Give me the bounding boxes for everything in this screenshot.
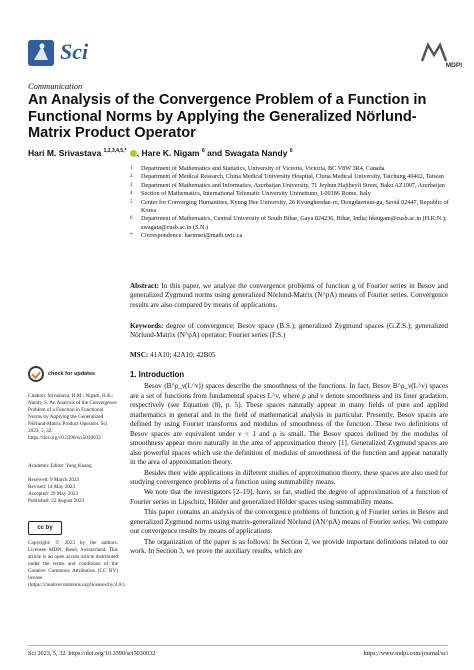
affiliation-item [130, 190, 450, 198]
keywords-label: Keywords: [130, 322, 164, 330]
affiliation-mark: 6 [130, 216, 133, 222]
author-name[interactable]: Swagata Nandy [224, 148, 288, 158]
accepted-date: Accepted: 29 May 2023 [28, 491, 78, 497]
article-type: Communication [28, 81, 83, 91]
received-date: Received: 9 March 2023 [28, 477, 80, 483]
author-name[interactable]: Hari M. Srivastava [28, 148, 102, 158]
affiliation-item [130, 232, 450, 240]
paragraph: Besov (B^ρ_ν(L^ν)) spaces describe the smoothness of the functions. In fact, Besov B^ρ_ν(L^ν) spaces are a set of functions from fundamental spaces L^ν, where ρ and ν denote smoothness and its finer gradation, respectively (see Equation (8), p. 5). These spaces naturally appear in many fields of pure and applied mathematics in general and in the field of mathematical analysis in particular. Presently, Besov spaces are defined by using Fourier transforms and modulus of smoothness of the function. These two definitions of Besov spaces are equivalent under ν < 1 and ρ is small. The Besov spaces defined by the modulus of smoothness appear more naturally in the area of approximation theory [1]. Generalized Zygmund spaces are also powerful spaces which use the definition of modulus of smoothness of the function and appear naturally in the area of approximation theory. [130, 382, 448, 467]
affiliation-item [130, 199, 450, 216]
paragraph: The organization of the paper is as follows: In Section 2, we provide important definitions related to our work. In Section 3, we prove the auxiliary results, which are [130, 537, 448, 556]
revised-date: Revised: 14 May 2023 [28, 484, 76, 490]
orcid-icon[interactable] [130, 150, 137, 157]
affiliation-text: Department of Mathematics and Informatics, Azerbaijan University, 71 Jeyhun Hajibeyli Street, Baku AZ1007, Azerbaijan [141, 181, 445, 189]
abstract-label: Abstract: [130, 282, 159, 290]
section-heading: 1. Introduction [130, 370, 185, 379]
footer-divider [28, 645, 448, 646]
affiliation-text: Center for Converging Humanities, Kyung Hee University, 26 Kyungheedae-ro, Dongdaemun-gu, Seoul 02447, Republic of Korea [141, 198, 449, 215]
author-affiliation-marks: 1,2,3,4,5,* [103, 148, 127, 155]
published-date: Published: 22 August 2023 [28, 498, 85, 504]
affiliation-text: Department of Mathematics and Statistics, University of Victoria, Victoria, BC V8W 3R4, Canada [141, 165, 385, 172]
author-affiliation-marks: 6 [289, 148, 293, 155]
mdpi-logo-icon[interactable] [420, 41, 448, 63]
paragraph: This paper contains an analysis of the convergence problems of function g of Fourier series in Besov and generalized Zygmund norms using matrix-generalized Nörlund (AN^pA) means of Fourier series. We compare our convergence results by means of applications. [130, 508, 448, 536]
footer-citation[interactable]: Sci 2023, 5, 32. https://doi.org/10.3390/sci5030032 [28, 650, 156, 657]
check-for-updates-icon [28, 366, 44, 382]
paragraph: Besides their wide applications in different studies of approximation theory, these spaces are also used for studying convergence problems of a function using summability means. [130, 468, 448, 486]
check-for-updates-label: check for updates [48, 370, 96, 377]
affiliation-item [130, 182, 450, 190]
msc-text: 41A10; 42A10; 42B05 [150, 351, 216, 359]
author-list: Hari M. Srivastava $^{1,2,3,4,5,*}$ , Hare K. Nigam $^6$ and Swagata Nandy $^6$ [28, 148, 293, 158]
affiliation-mark: 5 [130, 199, 133, 205]
msc-label: MSC: [130, 351, 149, 359]
abstract-text: In this paper, we analyze the convergence problems of function g of Fourier series in Besov and generalized Zygmund norms using generalized Nörlund-Matrix (N^pA) means of Fourier series. Convergence results are also compared by means of applications. [130, 282, 448, 309]
keywords [130, 322, 448, 341]
affiliation-mark: 1 [130, 166, 133, 171]
abstract [130, 282, 448, 310]
dates-block [28, 477, 118, 505]
footer-journal-link[interactable]: https://www.mdpi.com/journal/sci [363, 650, 448, 657]
msc-codes [130, 351, 448, 360]
copyright-notice: Copyright: © 2023 by the authors. Licensee MDPI, Basel, Switzerland. This article is an open access article distributed under the terms and conditions of the Creative Commons Attribution (CC BY) license (https://creativecommons.org/licenses/by/4.0/). [28, 540, 126, 588]
paragraph: We note that the investigators [2–19], have, so far, studied the degree of approximation of a function of Fourier series in Lipschitz, Hölder and generalized Hölder spaces using summability means. [130, 488, 448, 506]
citation-block: Citation: Srivastava, H.M.; Nigam, H.K.; Nandy, S. An Analysis of the Convergence Problem of a Function in Functional Norms by Applying the Generalized Nörlund-Matrix Product Operator. Sci 2023, 5, 32. https://doi.org/10.3390/sci5030032 [28, 393, 117, 441]
affiliation-text: Section of Mathematics, International Telematic University Uninettuno, I-00186 Rome, Italy [141, 190, 371, 198]
publisher-name: MDPI [445, 62, 462, 69]
journal-name[interactable]: Sci [60, 39, 89, 64]
affiliation-mark: * [130, 233, 133, 239]
affiliation-mark: 2 [130, 174, 133, 180]
affiliation-item [130, 173, 450, 181]
check-for-updates-badge[interactable] [28, 366, 118, 382]
correspondence-text: Correspondence: harimsri@math.uvic.ca [141, 232, 243, 240]
affiliation-mark: 3 [130, 182, 133, 188]
author-name[interactable]: Hare K. Nigam [141, 148, 200, 158]
introduction-section [130, 367, 448, 558]
affiliation-text: Department of Medical Research, China Medical University Hospital, China Medical University, Taichung 40402, Taiwan [141, 173, 444, 181]
affiliation-list [130, 165, 450, 241]
author-affiliation-marks: 6 [202, 148, 205, 155]
keywords-text: degree of convergence; Besov space (B.S.); generalized Zygmund spaces (G.Z.S.); generalized Nörlund-Matrix (N^pA) operator; Fourier series (F.S.) [130, 322, 448, 340]
affiliation-item [130, 165, 450, 173]
affiliation-text: Department of Mathematics, Central University of South Bihar, Gaya 824236, Bihar, India; hknigam@cusb.ac.in (H.K.N.); swagata@cusb.ac.in (S.N.) [141, 215, 447, 231]
page-title: An Analysis of the Convergence Problem of a Function in Functional Norms by Applying the Generalized Nörlund-Matrix Product Operator [28, 92, 427, 141]
academic-editor: Academic Editor: Yang Kuang [28, 463, 92, 469]
affiliation-item [130, 215, 450, 232]
cc-by-icon[interactable]: cc by [28, 521, 62, 535]
affiliation-mark: 4 [130, 191, 133, 197]
